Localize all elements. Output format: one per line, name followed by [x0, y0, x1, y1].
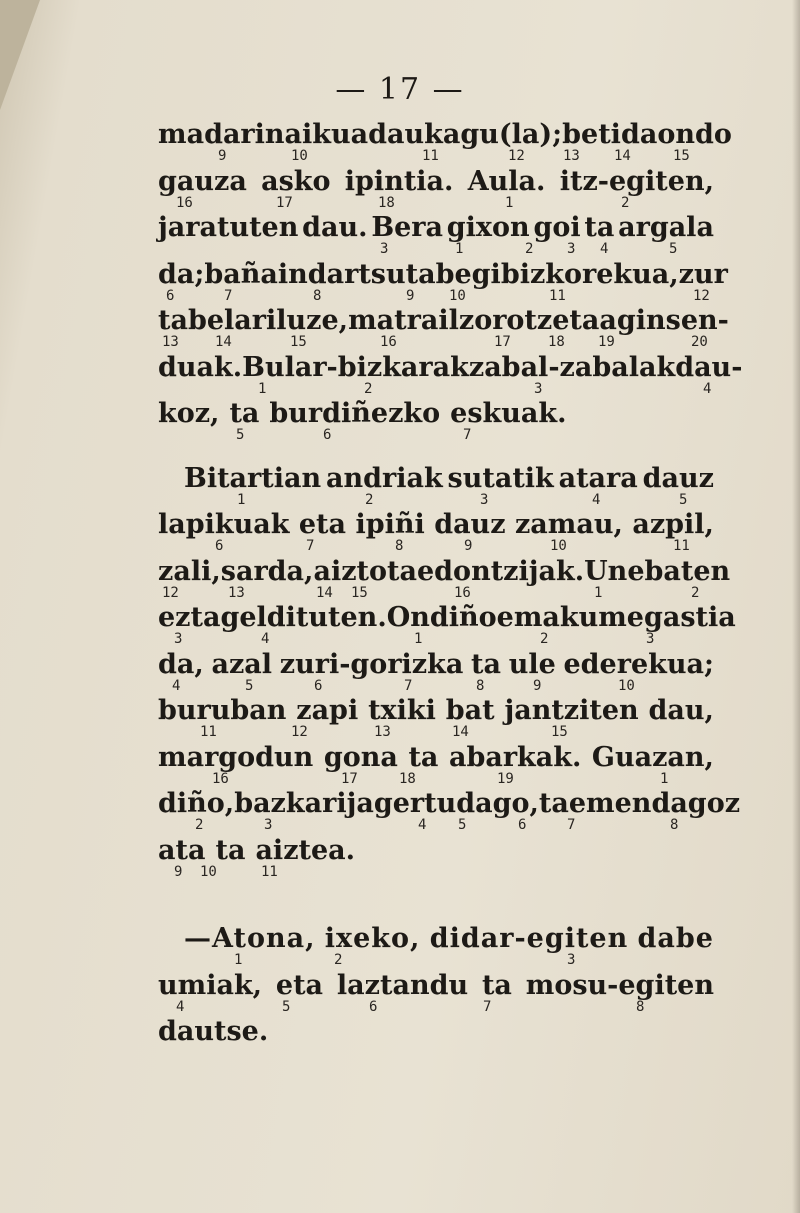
word-number: 2 [621, 194, 630, 211]
word: ipiñi [355, 509, 425, 540]
word-number: 9 [174, 863, 183, 880]
word-number: 20 [691, 334, 708, 350]
word: da [620, 119, 658, 150]
word: ezta [158, 602, 221, 633]
text-line-pair [158, 969, 714, 1016]
word: zabal-zabalak [468, 351, 676, 383]
word: da; [158, 258, 205, 290]
word-number: 5 [282, 998, 291, 1015]
word-number: 8 [670, 817, 679, 833]
word: burdiñezko [269, 398, 441, 429]
word-number: 3 [380, 241, 389, 257]
word-number: 5 [679, 491, 688, 508]
word-number: 15 [551, 724, 568, 740]
word: goi [533, 212, 581, 243]
word-number: 1 [414, 631, 423, 647]
word-number: 16 [454, 584, 471, 601]
word-number: 17 [494, 334, 511, 350]
word: laztandu [336, 969, 469, 1001]
text-line-pair [158, 462, 714, 509]
word: jantziten [504, 695, 639, 726]
word-number: 11 [200, 724, 217, 740]
text-line-pair [158, 1015, 714, 1062]
paragraph-gap [158, 444, 714, 462]
word-number: 10 [291, 148, 308, 164]
word-number: 8 [313, 287, 322, 304]
text-line [158, 969, 714, 1003]
word: emen [568, 788, 652, 819]
word: belari [187, 305, 277, 336]
word: indartsu [277, 258, 406, 290]
word-number-row [158, 1049, 714, 1063]
word-number: 8 [395, 538, 404, 554]
word: atara [558, 462, 638, 494]
word: eta [552, 305, 600, 336]
word-number: 5 [245, 677, 254, 694]
text-line-pair [158, 258, 728, 305]
word: geldituten. [220, 602, 387, 633]
word-number: 2 [691, 584, 700, 601]
word-number: 6 [215, 538, 224, 554]
word-number: 7 [404, 677, 413, 694]
text-line-pair [158, 648, 714, 695]
word-number: 15 [290, 334, 307, 350]
word-number: 18 [548, 334, 565, 350]
word: azal [211, 648, 273, 680]
word-number: 11 [261, 863, 278, 880]
word: dauz [434, 509, 506, 540]
word: zur [678, 258, 728, 290]
paragraph-gap [158, 880, 714, 922]
word-number: 9 [464, 538, 473, 554]
word: umiak, [158, 969, 263, 1001]
word: dabe [637, 923, 714, 954]
word: ata [158, 834, 206, 866]
word: aiztea. [255, 834, 356, 866]
word: gona [323, 741, 398, 773]
word: madari [158, 119, 265, 150]
word: lapikuak [158, 509, 290, 540]
word-number: 1 [505, 194, 514, 211]
word: eta [275, 969, 324, 1001]
word-number: 12 [693, 287, 710, 304]
word-number: 7 [483, 998, 492, 1015]
text-line-pair [158, 211, 714, 258]
text-line [158, 741, 714, 775]
interlinear-text-block [158, 118, 743, 1062]
word-number: 6 [314, 677, 323, 694]
text-line [158, 648, 714, 682]
word: dago, [456, 788, 539, 819]
text-line [158, 555, 731, 589]
word-number: 14 [452, 724, 469, 740]
word: ixeko, [324, 923, 421, 954]
word-number: 1 [594, 584, 603, 601]
word: bazkarija [234, 788, 374, 819]
text-line-pair [158, 555, 731, 602]
word-number: 9 [406, 287, 415, 304]
word: matrail [348, 305, 459, 336]
word-number: 7 [224, 287, 233, 304]
word: zuri-gorizka [279, 648, 464, 680]
word: ta [538, 788, 569, 819]
word: ta [229, 398, 260, 429]
word-number: 3 [534, 380, 543, 397]
word-number: 4 [261, 631, 270, 647]
word: Guazan, [591, 741, 714, 773]
word-number: 15 [351, 584, 368, 601]
word-number: 16 [212, 770, 229, 787]
word: azpil, [632, 509, 714, 540]
text-line-pair [158, 834, 714, 881]
text-line-pair [158, 397, 714, 444]
word-number: 1 [234, 952, 243, 968]
word-number: 2 [525, 241, 534, 257]
word: sarda, [220, 555, 314, 587]
word-number: 5 [458, 817, 467, 833]
word-number: 19 [598, 334, 615, 350]
word: ipintia. [344, 165, 454, 197]
word: ta [584, 212, 615, 243]
word: didar-egiten [429, 923, 629, 954]
word-number: 3 [567, 241, 576, 257]
word: gixon [446, 212, 530, 243]
word: Bular-bizkarak [242, 351, 469, 383]
word-number: 2 [540, 631, 549, 647]
text-line-pair [158, 508, 714, 555]
word: zapi [296, 695, 359, 726]
word: Une [584, 555, 645, 587]
word: emakume [496, 602, 644, 633]
word-number: 4 [592, 491, 601, 508]
word-number: 12 [291, 724, 308, 740]
word: sutatik [447, 462, 554, 494]
word: beti [562, 119, 621, 150]
text-line-pair [158, 601, 736, 648]
word: Aula. [467, 165, 546, 197]
word-number: 14 [316, 584, 333, 601]
word: aizto [313, 555, 388, 587]
word: eta [298, 509, 347, 540]
text-line [158, 462, 714, 496]
word: ondo [657, 119, 732, 150]
text-line-pair [158, 694, 714, 741]
word-number: 9 [533, 677, 542, 694]
word-number: 8 [476, 677, 485, 694]
word: edontzijak. [417, 555, 585, 587]
word: gauza [158, 165, 247, 197]
word: ta [405, 258, 436, 290]
word-number: 11 [673, 538, 690, 554]
word-number: 9 [218, 148, 227, 164]
word-number: 4 [418, 817, 427, 833]
word: Ondiño [386, 602, 497, 633]
text-line-pair [158, 922, 714, 969]
word: mosu-egiten [525, 969, 714, 1001]
word-number: 6 [518, 817, 527, 833]
word: dau, [648, 695, 714, 726]
word: ta [471, 648, 502, 680]
text-line-pair [158, 165, 714, 212]
word-number: 6 [369, 998, 378, 1015]
text-line-pair [158, 304, 729, 351]
word: baña [204, 258, 278, 290]
word-number: 2 [365, 491, 374, 508]
word: itz-egiten, [559, 165, 714, 197]
word-number: 19 [497, 770, 514, 787]
word-number: 5 [669, 241, 678, 257]
word-number: 15 [673, 148, 690, 164]
word-number: 16 [380, 334, 397, 350]
word-number: 17 [276, 194, 293, 211]
word: —Atona, [184, 923, 316, 954]
word: eskuak. [450, 398, 567, 429]
text-line-pair [158, 741, 714, 788]
word: zali, [158, 555, 221, 587]
word: ta [481, 969, 512, 1001]
word-number: 10 [449, 287, 466, 304]
text-line [158, 1015, 714, 1049]
word-number: 6 [323, 427, 332, 443]
word: dagoz [651, 788, 741, 819]
word-number: 2 [195, 817, 204, 833]
word-number: 16 [176, 194, 193, 211]
word: agin [599, 305, 666, 336]
word: margodun [158, 741, 314, 773]
word: bizkorekua, [500, 258, 679, 290]
text-line [158, 601, 736, 635]
word: (la); [498, 119, 563, 150]
word: abarkak. [448, 741, 582, 773]
word-number: 10 [550, 538, 567, 554]
word-number: 12 [508, 148, 525, 164]
text-line [158, 787, 741, 821]
text-line [158, 834, 714, 868]
text-line [158, 694, 714, 728]
word-number: 1 [258, 380, 267, 397]
text-line [158, 258, 728, 292]
word: begi [435, 258, 501, 290]
word-number: 14 [215, 334, 232, 350]
word: dautse. [158, 1016, 269, 1047]
word: asko [261, 165, 331, 197]
word-number: 3 [174, 631, 183, 647]
word: ta [158, 305, 188, 336]
word: buruban [158, 695, 287, 726]
text-line [158, 508, 714, 542]
word-number: 13 [228, 584, 245, 601]
text-line [158, 211, 714, 245]
word-number: 4 [176, 998, 185, 1015]
word-number: 2 [334, 952, 343, 968]
text-line [158, 922, 714, 956]
word: argala [618, 212, 714, 243]
text-line [158, 397, 714, 431]
word: dau- [675, 351, 743, 383]
word: ta [387, 555, 417, 587]
text-line-pair [158, 787, 741, 834]
word: luze, [276, 305, 349, 336]
word: zamau, [514, 509, 623, 540]
word-number: 8 [636, 998, 645, 1015]
word-number: 11 [549, 287, 566, 304]
word-number: 10 [618, 677, 635, 694]
word: ule [508, 648, 556, 680]
word: gertu [373, 788, 457, 819]
word: naikua [264, 119, 369, 150]
word-number: 13 [374, 724, 391, 740]
word-number: 3 [567, 952, 576, 968]
word: sen- [665, 305, 729, 336]
word: andriak [325, 462, 443, 494]
word: da, [158, 648, 204, 680]
word: ta [408, 741, 439, 773]
word-number: 3 [480, 491, 489, 508]
word: txiki [368, 695, 436, 726]
text-line [158, 351, 743, 385]
word: gastia [643, 602, 736, 633]
word: duak. [158, 351, 243, 383]
text-line [158, 165, 714, 199]
word: jaratuten [158, 212, 299, 243]
word: Bera [371, 212, 444, 243]
word-number: 14 [614, 148, 631, 164]
word-number: 17 [341, 770, 358, 787]
word-number: 4 [172, 677, 181, 694]
text-line-pair [158, 118, 732, 165]
word-number: 7 [306, 538, 315, 554]
word-number: 7 [567, 817, 576, 833]
page-number: — 17 — [335, 72, 465, 107]
word-number: 13 [563, 148, 580, 164]
word-number: 4 [703, 380, 712, 397]
word-number: 1 [237, 491, 246, 508]
word: diño, [158, 788, 235, 819]
word-number: 3 [264, 817, 273, 833]
word-number: 1 [455, 241, 464, 257]
word-number: 3 [646, 631, 655, 647]
word-number: 6 [166, 287, 175, 304]
word: ta [215, 834, 246, 866]
word-number: 18 [399, 770, 416, 787]
word-number: 12 [162, 584, 179, 601]
word-number: 4 [600, 241, 609, 257]
word: baten [644, 555, 731, 587]
word: zorotz [458, 305, 553, 336]
text-line [158, 118, 732, 152]
word-number-row [158, 427, 714, 445]
word-number: 1 [660, 770, 669, 787]
word: koz, [158, 398, 220, 429]
page-edge-shadow [792, 0, 800, 1213]
word: Bitartian [184, 462, 322, 494]
word-number: 7 [463, 427, 472, 443]
word: dau. [302, 212, 368, 243]
word-number: 13 [162, 334, 179, 350]
word: bat [445, 695, 495, 726]
word: dauz [642, 462, 714, 494]
word-number: 18 [378, 194, 395, 211]
word-number: 2 [364, 380, 373, 397]
word: daukagu [368, 119, 499, 150]
text-line [158, 304, 729, 338]
word: ederekua; [563, 648, 714, 680]
text-line-pair [158, 351, 743, 398]
word-number: 10 [200, 863, 217, 880]
word-number: 5 [236, 427, 245, 443]
word-number-row [158, 863, 714, 882]
word-number: 11 [422, 148, 439, 164]
